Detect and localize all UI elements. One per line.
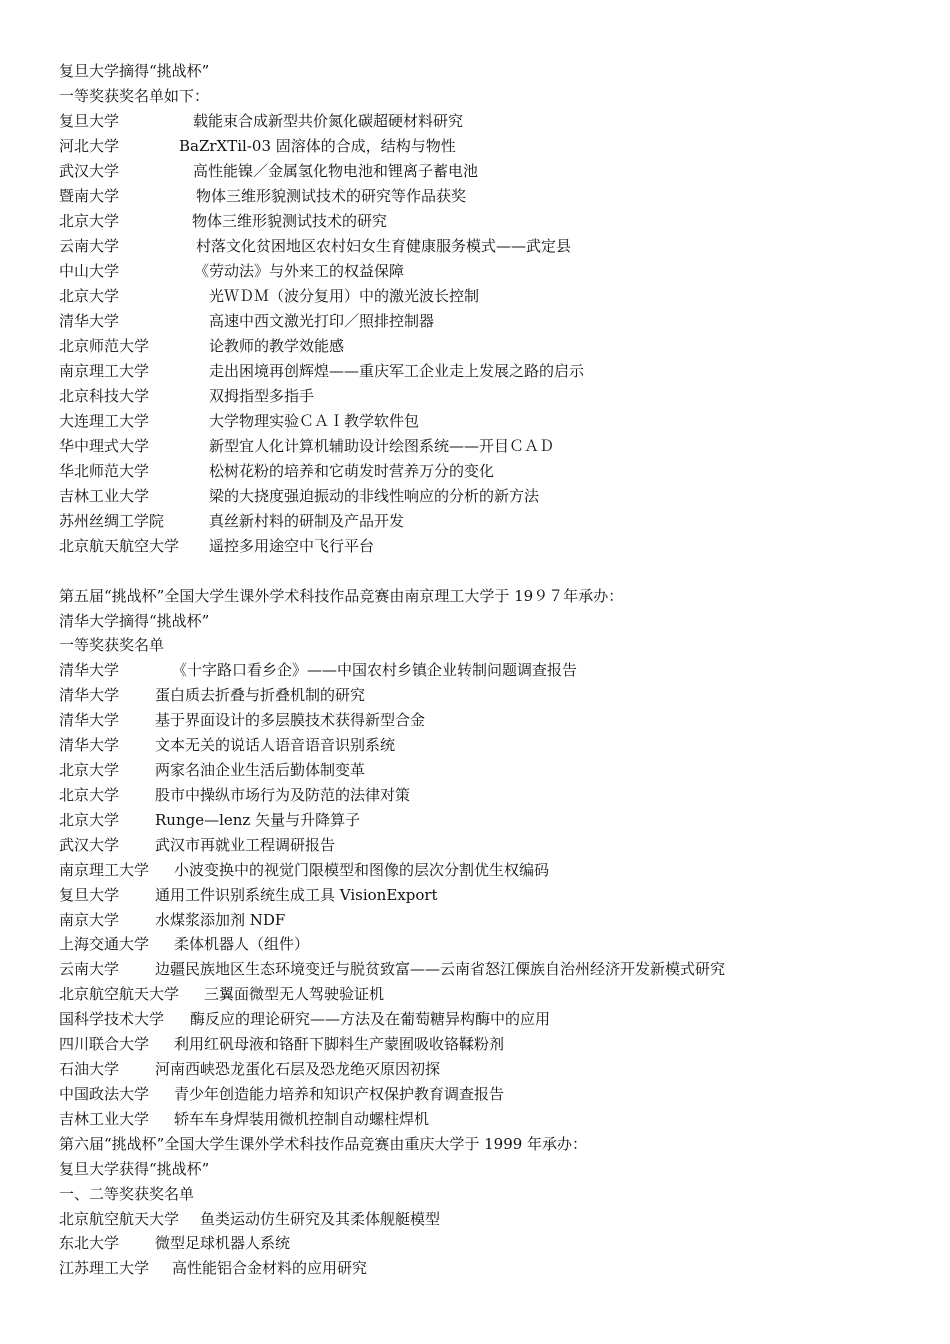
entry-project: 高性能铝合金材料的应用研究 (172, 1259, 368, 1277)
entry-project: 边疆民族地区生态环境变迁与脱贫致富——云南省怒江傈族自治州经济开发新模式研究 (155, 960, 726, 978)
entry-university: 四川联合大学 (59, 1035, 150, 1053)
entry-university: 复旦大学 (59, 112, 120, 130)
entry-project: 物体三维形貌测试技术的研究 (192, 212, 388, 230)
award-entry (59, 684, 366, 706)
section2-intro: 第五届“挑战杯”全国大学生课外学术科技作品竞赛由南京理工大学于 19９７年承办： (59, 587, 624, 605)
award-entry (59, 859, 550, 881)
award-entry (59, 110, 464, 132)
entry-university: 华中理式大学 (59, 437, 150, 455)
award-entry (59, 460, 495, 482)
entry-project: 双拇指型多指手 (209, 387, 315, 405)
award-entry (59, 1058, 441, 1080)
section3-heading: 复旦大学获得“挑战杯” (59, 1160, 210, 1178)
entry-project: 河南西峡恐龙蛋化石层及恐龙绝灭原因初探 (155, 1060, 441, 1078)
entry-university: 北京大学 (59, 287, 120, 305)
entry-university: 北京航天航空大学 (59, 537, 180, 555)
entry-project: 酶反应的理论研究——方法及在葡萄糖异构酶中的应用 (190, 1010, 551, 1028)
section3-intro: 第六届“挑战杯”全国大学生课外学术科技作品竞赛由重庆大学于 1999 年承办： (59, 1135, 588, 1153)
entry-project: 新型宜人化计算机辅助设计绘图系统——开目ＣＡＤ (209, 437, 555, 455)
entry-project: 松树花粉的培养和它萌发时营养万分的变化 (209, 462, 495, 480)
entry-university: 清华大学 (59, 686, 120, 704)
entry-project: 股市中操纵市场行为及防范的法律对策 (155, 786, 411, 804)
award-entry (59, 235, 572, 257)
entry-project: 论教师的教学效能感 (209, 337, 345, 355)
award-entry (59, 759, 366, 781)
entry-university: 上海交通大学 (59, 935, 150, 953)
entry-university: 武汉大学 (59, 162, 120, 180)
section1-subheading: 一等奖获奖名单如下： (59, 87, 210, 105)
entry-university: 江苏理工大学 (59, 1259, 150, 1277)
entry-project: 载能束合成新型共价氮化碳超硬材料研究 (193, 112, 464, 130)
entry-project: 遥控多用途空中飞行平台 (209, 537, 375, 555)
entry-university: 北京航空航天大学 (59, 1210, 180, 1228)
award-entry (59, 1033, 505, 1055)
entry-project: 鱼类运动仿生研究及其柔体舰艇模型 (200, 1210, 441, 1228)
entry-project: 青少年创造能力培养和知识产权保护教育调查报告 (174, 1085, 505, 1103)
entry-university: 北京大学 (59, 811, 120, 829)
entry-project: BaZrXTil-03 固溶体的合成，结构与物性 (179, 137, 456, 155)
award-entry (59, 160, 479, 182)
entry-university: 清华大学 (59, 661, 120, 679)
award-entry (59, 659, 578, 681)
entry-university: 河北大学 (59, 137, 120, 155)
award-entry (59, 1008, 551, 1030)
entry-university: 石油大学 (59, 1060, 120, 1078)
entry-university: 华北师范大学 (59, 462, 150, 480)
award-entry (59, 535, 375, 557)
entry-project: 蛋白质去折叠与折叠机制的研究 (155, 686, 366, 704)
section2-heading: 清华大学摘得“挑战杯” (59, 612, 210, 630)
award-entry (59, 784, 411, 806)
award-entry (59, 260, 405, 282)
award-entry (59, 734, 396, 756)
entry-project: 通用工件识别系统生成工具 VisionExport (155, 886, 438, 904)
award-entry (59, 983, 385, 1005)
award-entry (59, 884, 438, 906)
entry-project: 《劳动法》与外来工的权益保障 (194, 262, 405, 280)
entry-university: 云南大学 (59, 237, 120, 255)
entry-project: 柔体机器人（组件） (174, 935, 310, 953)
entry-university: 中国政法大学 (59, 1085, 150, 1103)
award-entry (59, 510, 405, 532)
entry-university: 北京大学 (59, 761, 120, 779)
entry-project: 微型足球机器人系统 (155, 1234, 291, 1252)
entry-project: 村落文化贫困地区农村妇女生育健康服务模式——武定县 (196, 237, 572, 255)
entry-university: 清华大学 (59, 312, 120, 330)
award-entry (59, 1257, 368, 1279)
award-entry (59, 285, 480, 307)
section3-subheading: 一、二等奖获奖名单 (59, 1185, 195, 1203)
award-entry (59, 135, 456, 157)
award-entry (59, 335, 345, 357)
entry-university: 大连理工大学 (59, 412, 150, 430)
award-entry (59, 1232, 291, 1254)
entry-project: 武汉市再就业工程调研报告 (155, 836, 336, 854)
award-entry (59, 1208, 441, 1230)
entry-university: 南京大学 (59, 911, 120, 929)
entry-university: 北京航空航天大学 (59, 985, 180, 1003)
entry-university: 清华大学 (59, 711, 120, 729)
entry-university: 吉林工业大学 (59, 1110, 150, 1128)
award-entry (59, 410, 420, 432)
entry-project: 小波变换中的视觉门限模型和图像的层次分割优生权编码 (174, 861, 550, 879)
entry-university: 清华大学 (59, 736, 120, 754)
entry-project: 真丝新村料的研制及产品开发 (209, 512, 405, 530)
entry-project: 《十字路口看乡企》——中国农村乡镇企业转制问题调查报告 (172, 661, 578, 679)
entry-project: 物体三维形貌测试技术的研究等作品获奖 (196, 187, 467, 205)
entry-university: 中山大学 (59, 262, 120, 280)
award-entry (59, 360, 585, 382)
award-entry (59, 435, 555, 457)
award-entry (59, 385, 315, 407)
entry-project: 大学物理实验ＣＡＩ教学软件包 (209, 412, 420, 430)
entry-project: 高速中西文激光打印／照排控制器 (209, 312, 435, 330)
award-entry (59, 909, 286, 931)
award-entry (59, 185, 467, 207)
entry-university: 苏州丝绸工学院 (59, 512, 165, 530)
entry-project: 文本无关的说话人语音语音识别系统 (155, 736, 396, 754)
entry-project: 走出困境再创辉煌——重庆军工企业走上发展之路的启示 (209, 362, 585, 380)
entry-university: 北京大学 (59, 212, 120, 230)
award-entry (59, 210, 388, 232)
award-entry (59, 933, 310, 955)
entry-university: 北京大学 (59, 786, 120, 804)
entry-project: 光ＷＤＭ（波分复用）中的激光波长控制 (209, 287, 480, 305)
entry-university: 南京理工大学 (59, 362, 150, 380)
entry-university: 南京理工大学 (59, 861, 150, 879)
section1-heading: 复旦大学摘得“挑战杯” (59, 62, 210, 80)
entry-project: Runge—lenz 矢量与升降算子 (155, 811, 361, 829)
entry-university: 东北大学 (59, 1234, 120, 1252)
award-entry (59, 958, 726, 980)
entry-project: 梁的大挠度强迫振动的非线性响应的分析的新方法 (209, 487, 540, 505)
entry-university: 武汉大学 (59, 836, 120, 854)
entry-university: 北京师范大学 (59, 337, 150, 355)
award-entry (59, 310, 435, 332)
entry-university: 国科学技术大学 (59, 1010, 165, 1028)
entry-university: 复旦大学 (59, 886, 120, 904)
award-entry (59, 1108, 430, 1130)
award-entry (59, 809, 361, 831)
section2-subheading: 一等奖获奖名单 (59, 636, 165, 654)
entry-project: 基于界面设计的多层膜技术获得新型合金 (155, 711, 426, 729)
award-entry (59, 1083, 505, 1105)
entry-project: 三翼面微型无人驾驶验证机 (204, 985, 385, 1003)
entry-university: 北京科技大学 (59, 387, 150, 405)
entry-university: 暨南大学 (59, 187, 120, 205)
award-entry (59, 485, 540, 507)
entry-university: 吉林工业大学 (59, 487, 150, 505)
entry-project: 轿车车身焊装用微机控制自动螺柱焊机 (174, 1110, 430, 1128)
entry-project: 两家名油企业生活后勤体制变革 (155, 761, 366, 779)
entry-project: 水煤浆添加剂 NDF (155, 911, 286, 929)
award-entry (59, 834, 336, 856)
entry-project: 高性能镍／金属氢化物电池和锂离子蓄电池 (193, 162, 479, 180)
award-entry (59, 709, 426, 731)
entry-university: 云南大学 (59, 960, 120, 978)
entry-project: 利用红矾母液和铬酐下脚料生产蒙囿吸收铬鞣粉剂 (174, 1035, 505, 1053)
